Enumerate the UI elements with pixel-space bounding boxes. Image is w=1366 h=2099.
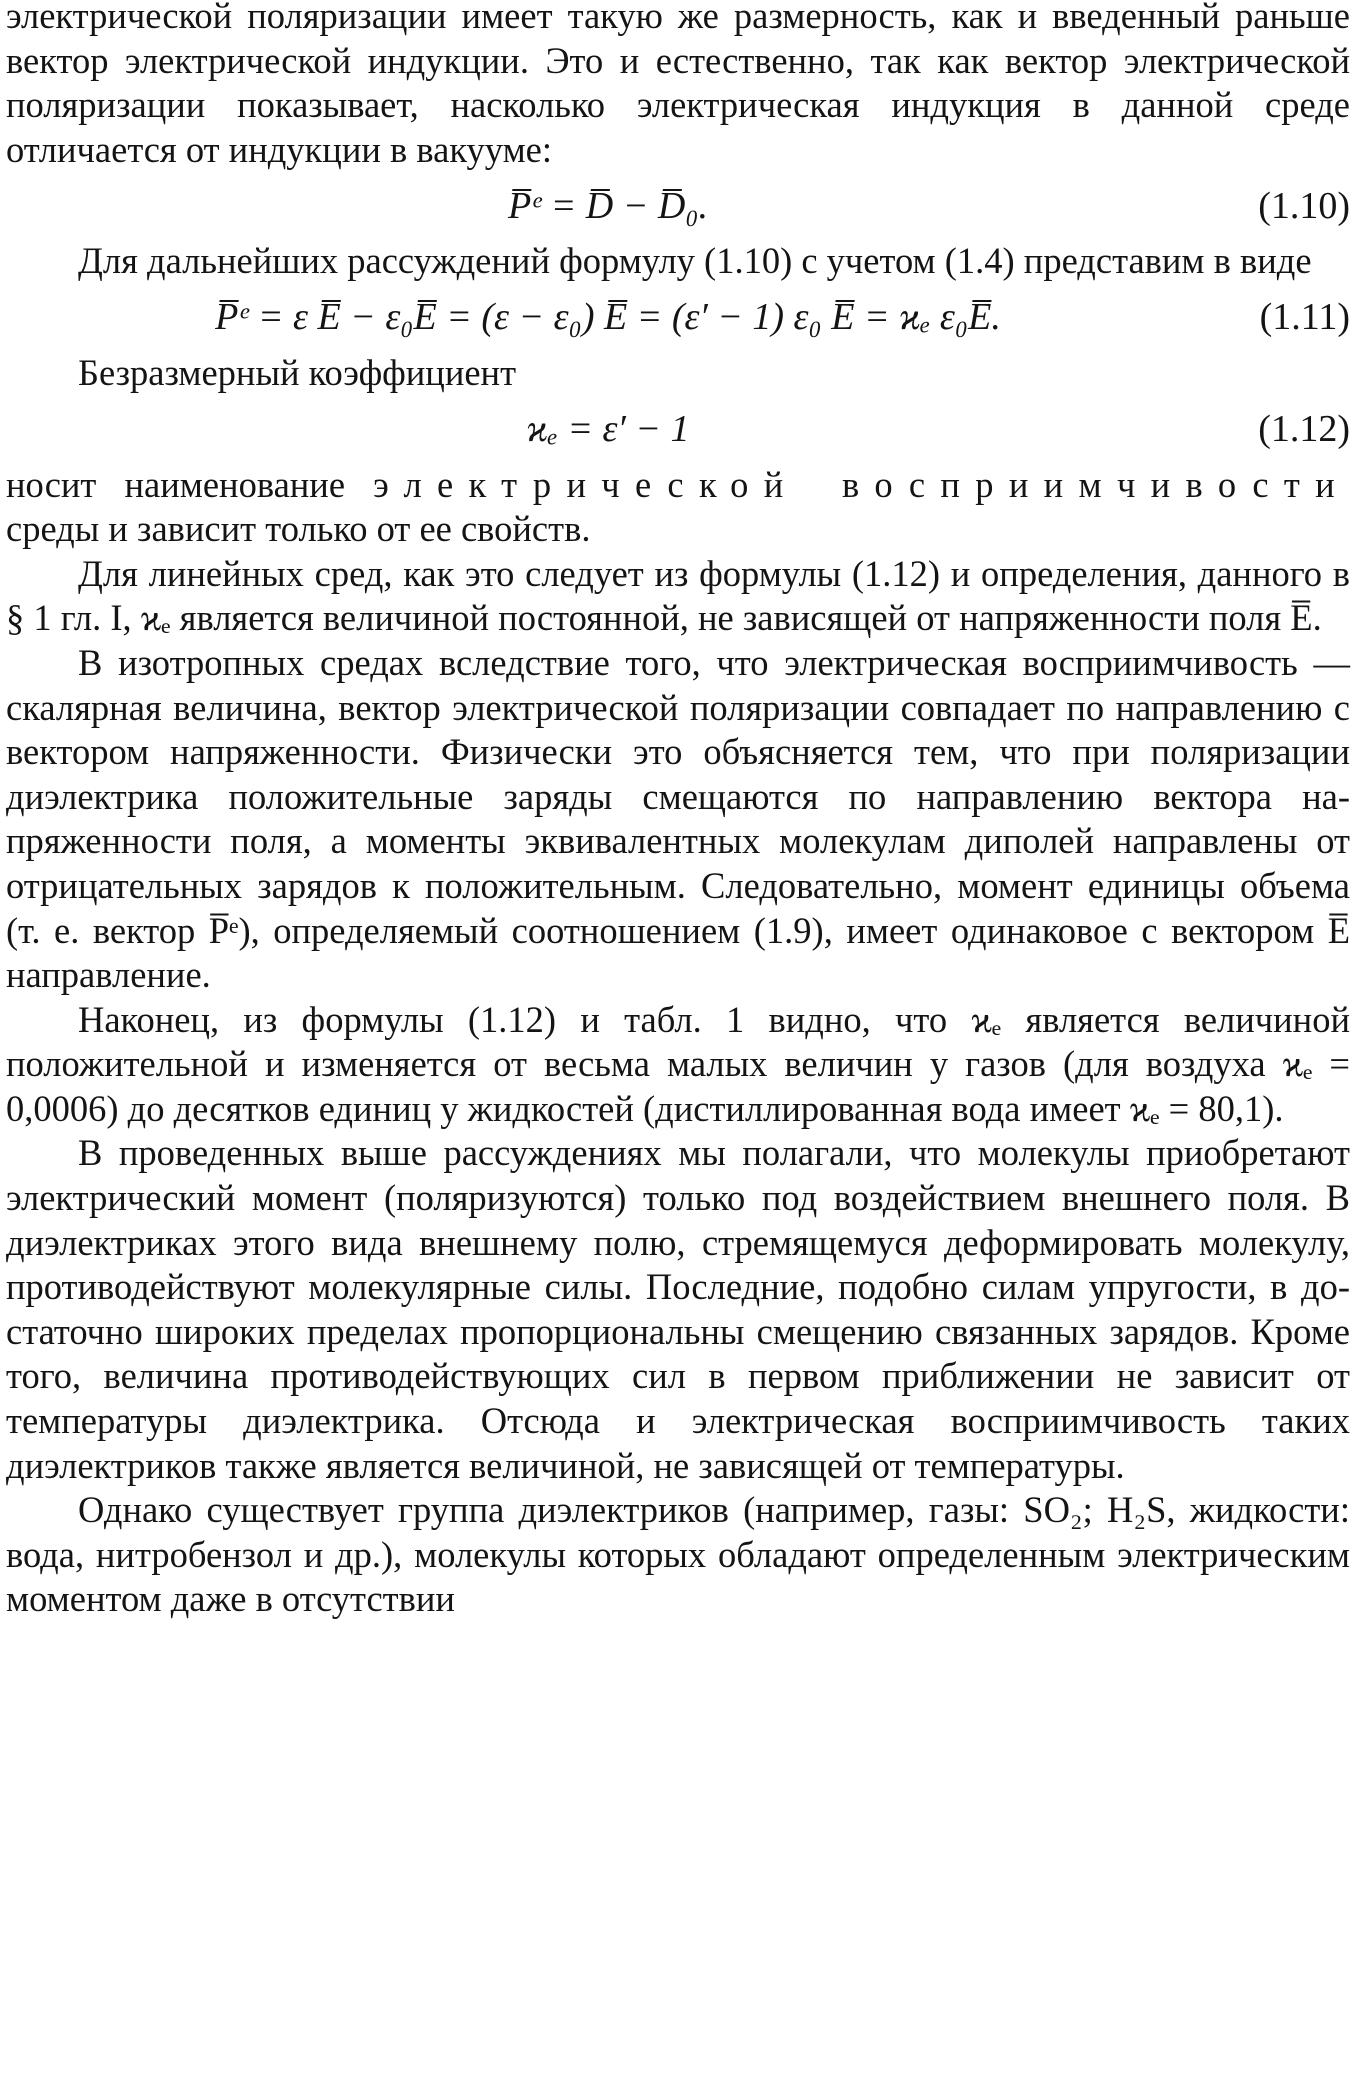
paragraph-finally: Наконец, из формулы (1.12) и табл. 1 видно, что ϰₑ является величиной положительной и изменяется от весьма малых величин у газов (для воздуха ϰₑ = 0,0006) до десятков единиц у жидкостей (дистиллированная вода имеет ϰₑ = 80,1). <box>6 998 1350 1129</box>
paragraph-linear-media: Для линейных сред, как это следует из формулы (1.12) и определения, данного в § 1 гл. I, ϰₑ является величиной постоянной, не зависящей от напряженности поля E̅. <box>6 552 1350 639</box>
paragraph-name-end: среды и зависит только от ее свойств. <box>6 508 591 550</box>
paragraph-isotropic-media: В изотропных средах вследствие того, что электрическая восприимчивость — скалярная величина, вектор электрической поляризации совпадает по направлению с вектором напряженности. Физически это объясняется тем, что при поляризации диэлектрика положительные заряды смещаются по направлению вектора напряженности поля, а моменты эквивалентных молекулам диполей направлены от отрицательных зарядов к положительным. Следовательно, момент единицы объема (т. е. вектор P̅ᵉ), определяемый соотношением (1.9), имеет одинаковое с вектором E̅ направление. <box>6 641 1350 996</box>
equation-1-10-expression: P̅ᵉ = D̅ − D̅₀. <box>507 184 709 227</box>
equation-1-12-number: (1.12) <box>1258 407 1350 450</box>
paragraph-further: Для дальнейших рассуждений формулу (1.10) с учетом (1.4) представим в виде <box>78 240 1312 282</box>
paragraph-name <box>6 463 1350 552</box>
equation-1-12 <box>6 396 1350 463</box>
paragraph-name-start: носит наименование <box>6 463 374 505</box>
equation-1-11 <box>6 284 1350 351</box>
term-electric-susceptibility: электрической восприимчивости <box>373 463 1350 505</box>
equation-1-11-number: (1.11) <box>1259 296 1350 339</box>
paragraph-intro: электрической поляризации имеет такую же размерность, как и введенный раньше вектор электрической индукции. Это и естественно, так как вектор электрической поляризации показывает, насколько электрическая индукция в данной среде отличается от индукции в вакууме: <box>6 0 1350 170</box>
equation-1-10-number: (1.10) <box>1258 184 1350 227</box>
paragraph-above-reasoning: В проведенных выше рассуждениях мы полагали, что молекулы приобретают электрический момент (поляризуются) только под воздействием внешнего поля. В диэлектриках этого вида внешнему полю, стремящемуся деформировать молекулу, противодействуют молекулярные силы. Последние, подобно силам упругости, в достаточно широких пределах пропорциональны смещению связанных зарядов. Кроме того, величина противодействующих сил в первом приближении не зависит от температуры диэлектрика. Отсюда и электрическая восприимчивость таких диэлектриков также является величиной, не зависящей от температуры. <box>6 1132 1350 1486</box>
equation-1-11-expression: P̅ᵉ = ε E̅ − ε₀E̅ = (ε − ε₀) E̅ = (ε′ − 1) ε₀ E̅ = ϰₑ ε₀E̅. <box>215 296 1001 339</box>
text-column <box>6 0 1350 1622</box>
paragraph-coefficient: Безразмерный коэффициент <box>78 351 517 393</box>
equation-1-10 <box>6 172 1350 239</box>
equation-1-12-expression: ϰₑ = ε′ − 1 <box>526 407 690 450</box>
paragraph-however: Однако существует группа диэлектриков (например, газы: SO₂; H₂S, жидкости: вода, нитробензол и др.), молекулы которых обладают определенным электрическим моментом даже в отсутствии <box>6 1489 1350 1620</box>
